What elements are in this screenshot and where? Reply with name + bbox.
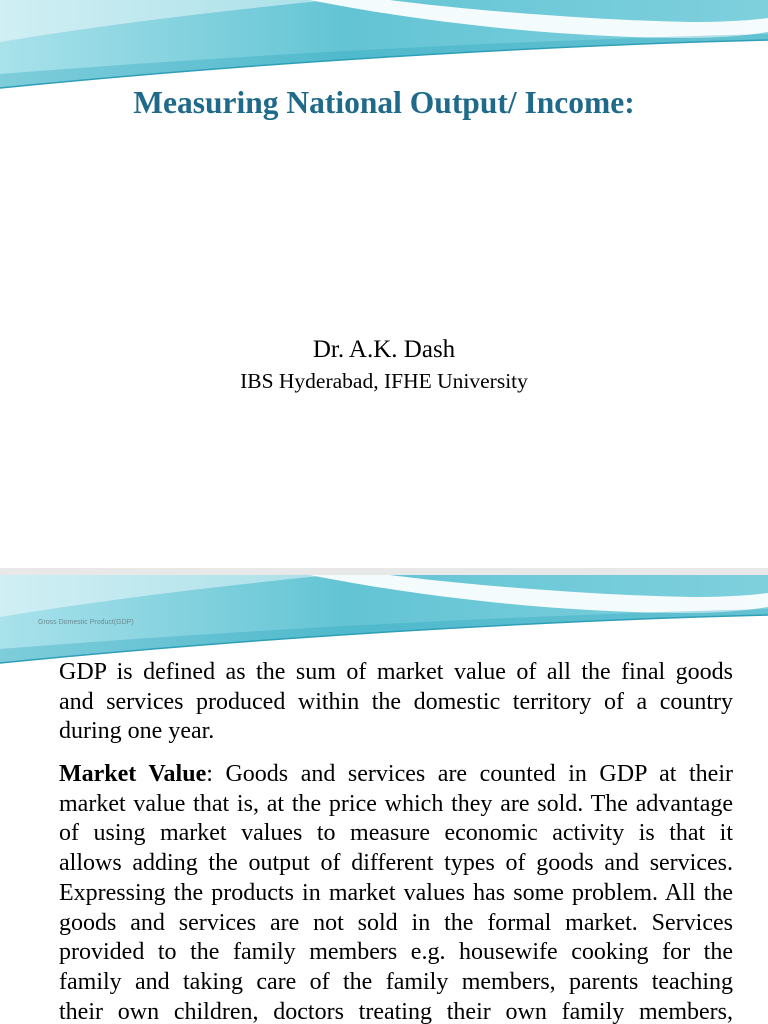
decorative-wave bbox=[0, 0, 768, 95]
paragraph-gdp-definition bbox=[59, 658, 733, 747]
author-affiliation: IBS Hyderabad, IFHE University bbox=[240, 369, 528, 393]
body-text-line: during one year. bbox=[59, 718, 215, 745]
content-slide bbox=[0, 575, 768, 1024]
author-name: Dr. A.K. Dash bbox=[312, 336, 456, 363]
body-text-line: allows adding the output of different types of goods and services. bbox=[59, 850, 733, 877]
body-text-line: goods and services are not sold in the formal market. Services bbox=[59, 909, 733, 936]
body-text-line: their own children, doctors treating their own family members, bbox=[59, 998, 733, 1024]
slide-body bbox=[59, 658, 733, 1024]
body-text-line: market value that is, at the price which they are sold. The advantage bbox=[59, 790, 733, 817]
term-market-value: Market Value bbox=[59, 761, 207, 787]
body-text-segment: : Goods and services are counted in GDP at their bbox=[206, 761, 733, 787]
body-text-line: provided to the family members e.g. housewife cooking for the bbox=[59, 939, 733, 966]
body-text-line: GDP is defined as the sum of market value of all the final goods bbox=[59, 659, 733, 685]
body-text-line: Expressing the products in market values has some problem. All the bbox=[59, 879, 733, 906]
slide-title: Measuring National Output/ Income: bbox=[133, 85, 635, 120]
body-text-line: and services produced within the domestic territory of a country bbox=[59, 688, 733, 715]
slide-header-label: Gross Domestic Product(GDP) bbox=[38, 619, 134, 626]
body-text-line: of using market values to measure economic activity is that it bbox=[59, 820, 733, 847]
paragraph-market-value bbox=[59, 760, 733, 1024]
body-text-line bbox=[59, 760, 733, 790]
body-text-line: family and taking care of the family members, parents teaching bbox=[59, 968, 733, 995]
